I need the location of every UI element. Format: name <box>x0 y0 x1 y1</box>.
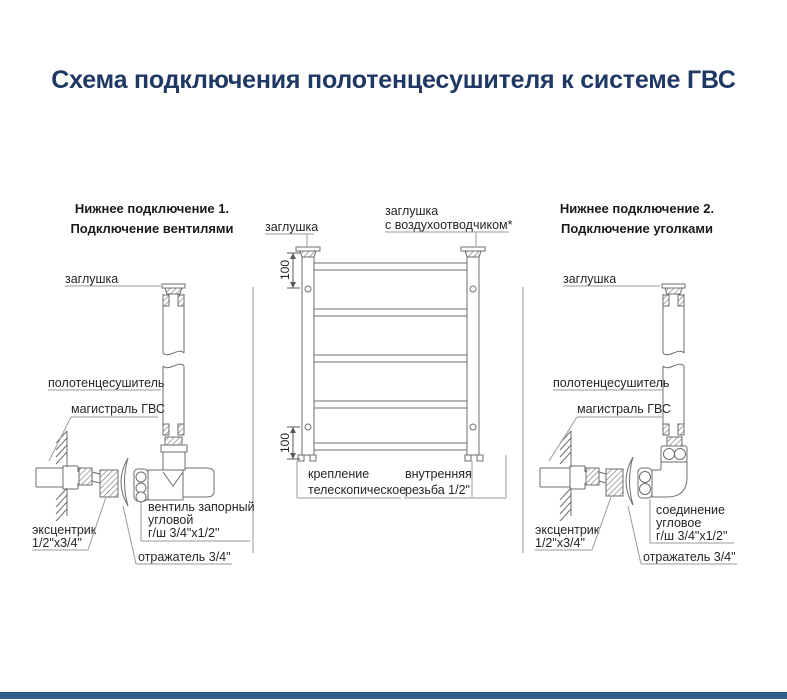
supply-pipe-right <box>540 466 585 489</box>
right-header-line2: Подключение уголками <box>560 221 714 236</box>
label-mount-2: телескопическое <box>308 483 407 497</box>
label-towel-rail-left: полотенцесушитель <box>48 376 165 390</box>
label-cap-right-diagram: заглушка <box>563 272 617 286</box>
label-elbow-1: соединение <box>656 503 725 517</box>
diagram-left <box>32 201 255 564</box>
left-labels <box>32 272 255 564</box>
label-eccentric-left-1: эксцентрик <box>32 523 97 537</box>
left-header-line2: Подключение вентилями <box>70 221 234 236</box>
label-valve-3: г/ш 3/4"x1/2" <box>148 526 220 540</box>
diagram-right <box>535 201 737 564</box>
label-thread-2: резьба 1/2" <box>405 483 470 497</box>
label-elbow-3: г/ш 3/4"x1/2" <box>656 529 728 543</box>
label-mount-1: крепление <box>308 467 370 481</box>
label-elbow-2: угловое <box>656 516 702 530</box>
page-title: Схема подключения полотенцесушителя к системе ГВС <box>51 66 736 94</box>
supply-pipe-left <box>36 466 78 489</box>
label-towel-rail-right: полотенцесушитель <box>553 376 670 390</box>
left-header-line1: Нижнее подключение 1. <box>74 201 230 216</box>
label-valve-1: вентиль запорный <box>148 500 255 514</box>
reflector-left <box>121 458 128 506</box>
label-thread-1: внутренняя <box>405 467 472 481</box>
angle-valve-left <box>134 437 214 502</box>
rail-feet <box>298 455 483 461</box>
label-valve-2: угловой <box>148 513 194 527</box>
eccentric-fitting-right <box>586 468 623 496</box>
label-eccentric-right-1: эксцентрик <box>535 523 600 537</box>
wall-right <box>560 431 571 521</box>
diagram-center <box>265 204 513 498</box>
separator-lines <box>253 287 523 553</box>
rail-caps <box>296 247 485 257</box>
label-cap-air-vent-1: заглушка <box>385 204 439 218</box>
dimension-bottom <box>278 427 300 459</box>
label-eccentric-left-2: 1/2"x3/4" <box>32 536 82 550</box>
label-main-line-left: магистраль ГВС <box>71 402 165 416</box>
dimension-top <box>278 253 300 288</box>
angle-union-right <box>638 437 687 498</box>
label-main-line-right: магистраль ГВС <box>577 402 671 416</box>
right-labels <box>535 272 737 564</box>
label-reflector-right: отражатель 3/4" <box>643 550 736 564</box>
right-header-line1: Нижнее подключение 2. <box>559 201 715 216</box>
reflector-right <box>626 457 633 505</box>
dim-bottom-label: 100 <box>278 432 292 454</box>
towel-rail-pipe-left <box>162 284 185 435</box>
label-cap-left-diagram: заглушка <box>65 272 119 286</box>
footer-accent-bar <box>0 692 787 699</box>
label-eccentric-right-2: 1/2"x3/4" <box>535 536 585 550</box>
dim-top-label: 100 <box>278 259 292 281</box>
label-cap-air-vent-2: с воздухоотводчиком* <box>385 218 513 232</box>
rail-rungs <box>314 263 467 450</box>
label-cap-center-left: заглушка <box>265 220 319 234</box>
eccentric-fitting-left <box>79 468 118 497</box>
label-reflector-left: отражатель 3/4" <box>138 550 231 564</box>
